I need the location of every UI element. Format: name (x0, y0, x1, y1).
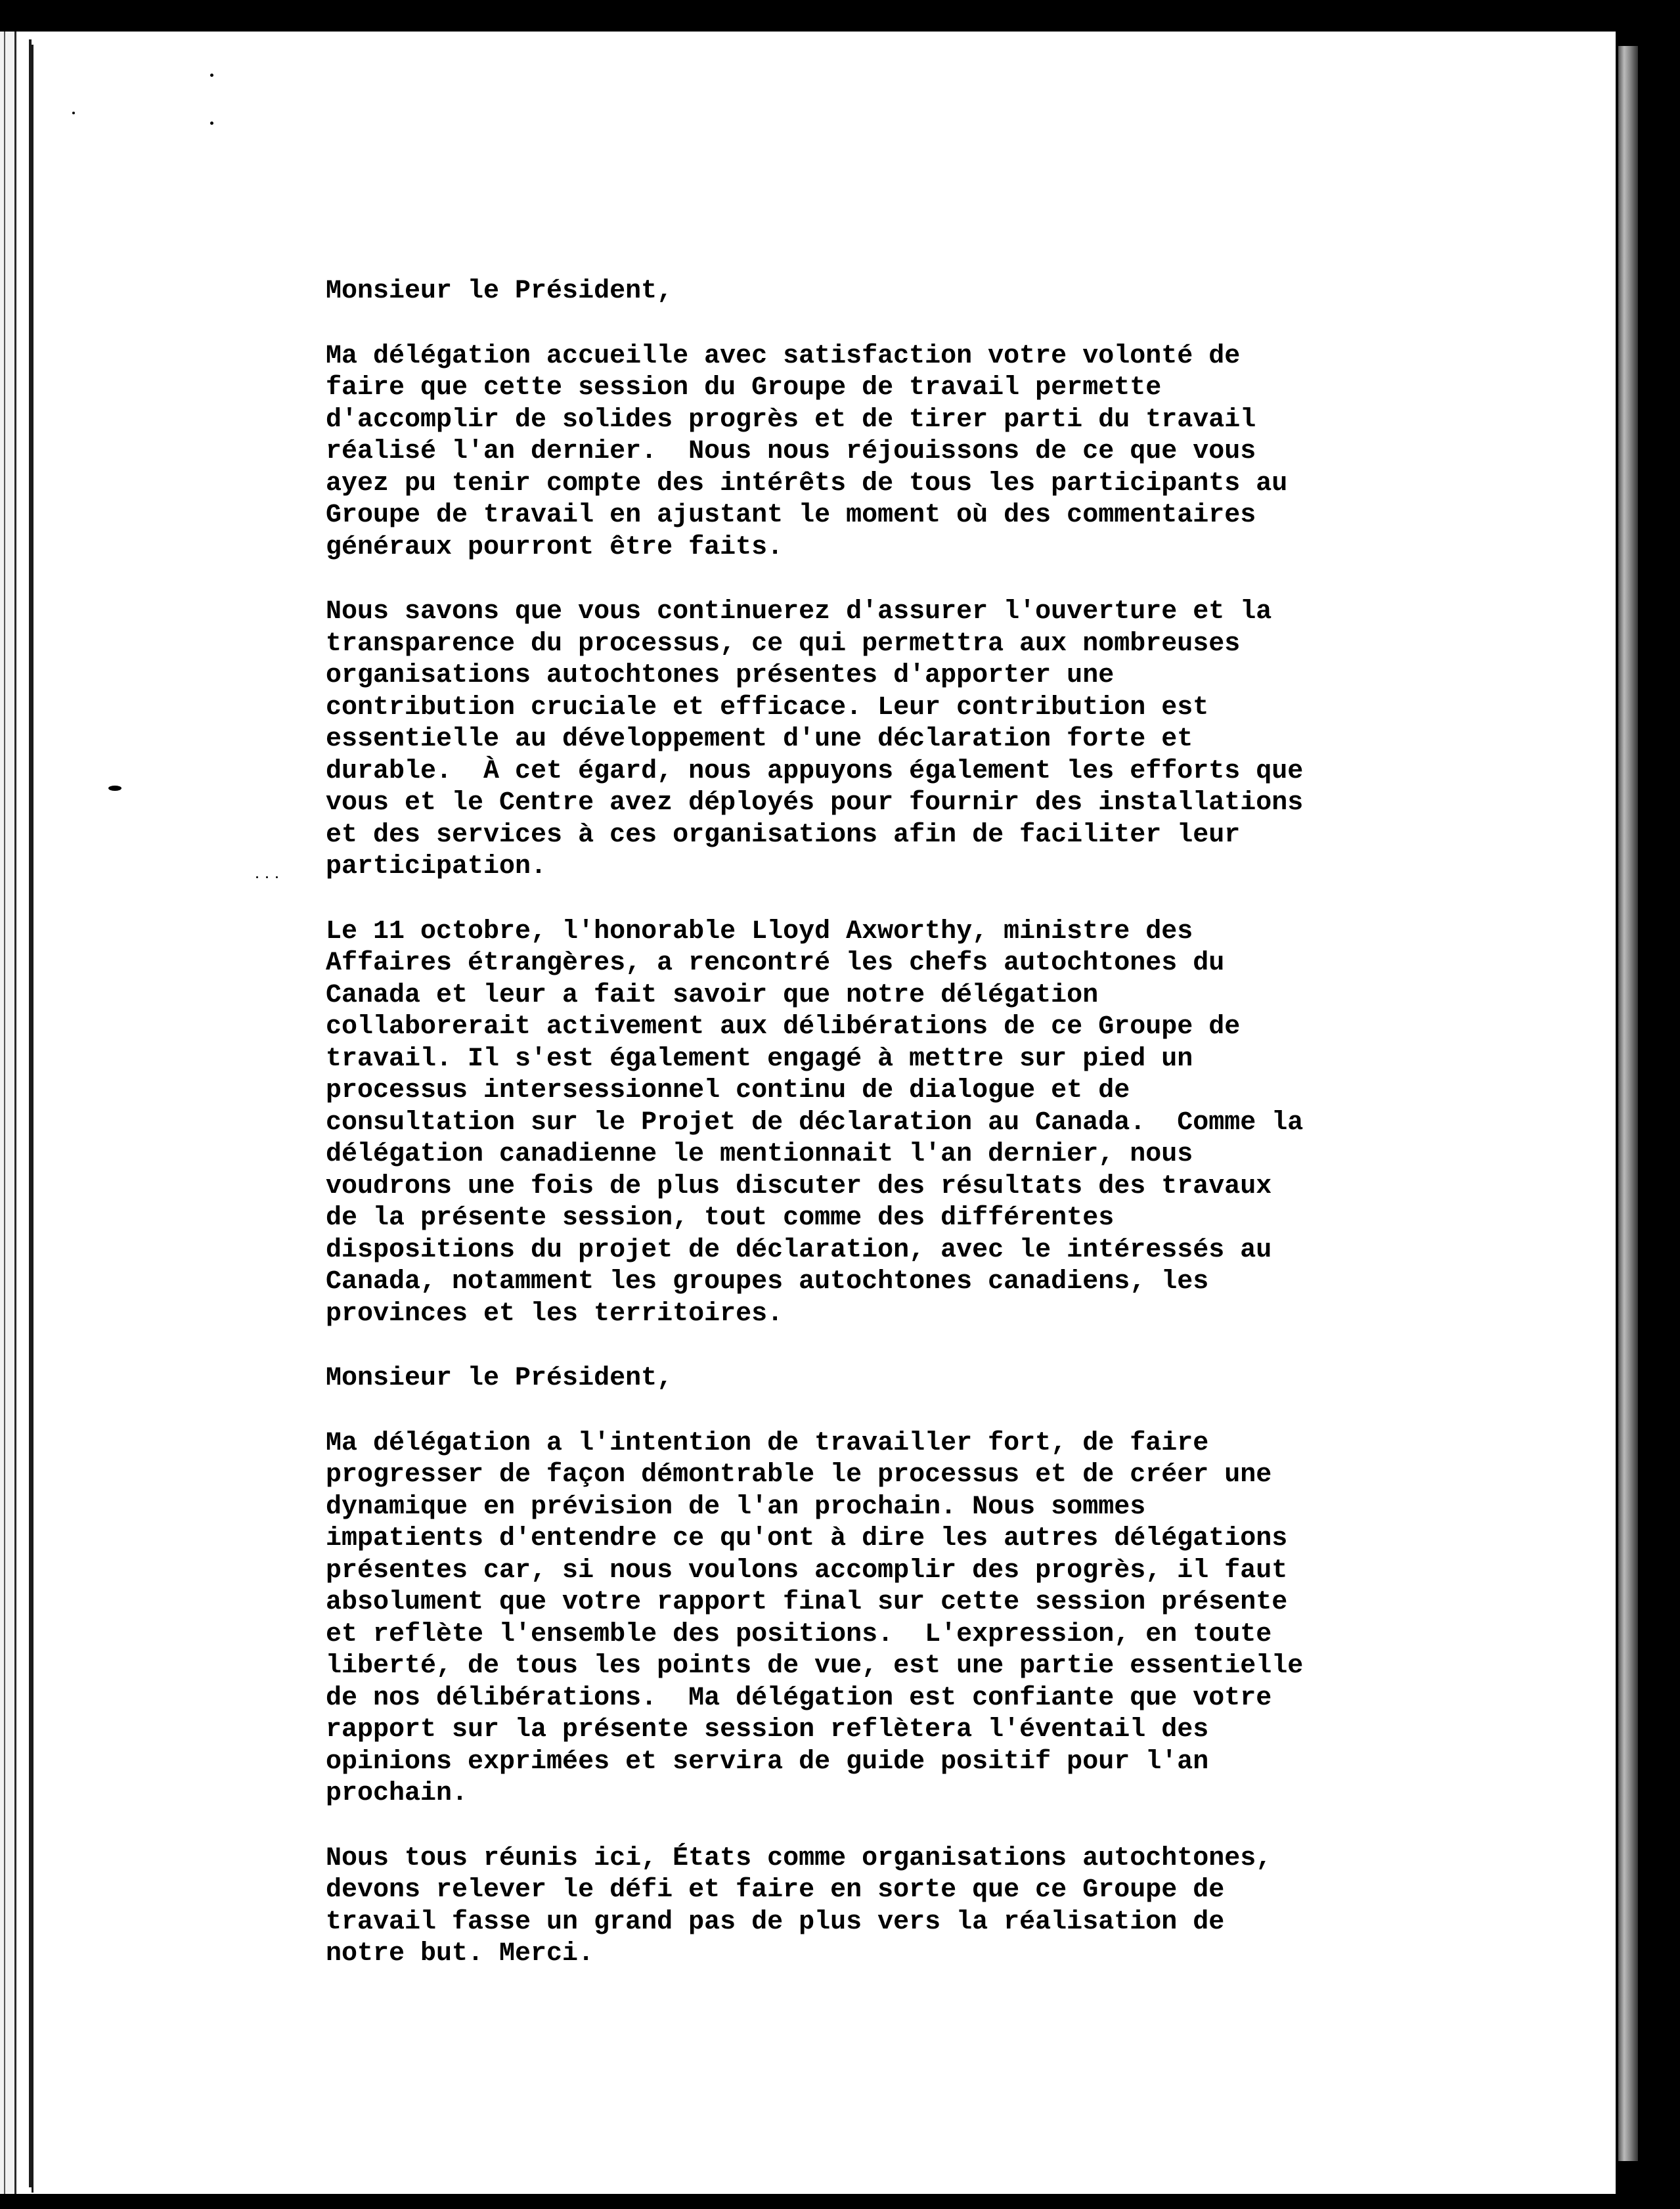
text-line: liberté, de tous les points de vue, est une partie essentielle (326, 1651, 1304, 1681)
scan-speck (210, 122, 213, 125)
text-line: rapport sur la présente session reflètera l'éventail des (326, 1715, 1209, 1745)
text-line: durable. À cet égard, nous appuyons également les efforts que (326, 756, 1304, 786)
text-line: Nous savons que vous continuerez d'assurer l'ouverture et la (326, 597, 1272, 627)
text-line: dynamique en prévision de l'an prochain. Nous sommes (326, 1492, 1146, 1522)
text-line: Monsieur le Président, (326, 277, 673, 306)
paragraph-5 (326, 1843, 1574, 1971)
paragraph-2 (326, 596, 1574, 883)
text-line: travail fasse un grand pas de plus vers la réalisation de (326, 1907, 1225, 1937)
text-line: progresser de façon démontrable le processus et de créer une (326, 1460, 1272, 1490)
scan-top-border (0, 0, 1680, 32)
text-line: collaborerait activement aux délibérations de ce Groupe de (326, 1012, 1241, 1042)
scan-margin-line (29, 39, 32, 2187)
text-line: Canada, notamment les groupes autochtones canadiens, les (326, 1267, 1209, 1297)
scan-speck (266, 876, 268, 878)
paragraph-4 (326, 1428, 1574, 1810)
scan-left-border (0, 32, 16, 2194)
text-line: Affaires étrangères, a rencontré les chefs autochtones du (326, 948, 1225, 978)
text-line: et reflète l'ensemble des positions. L'expression, en toute (326, 1619, 1272, 1649)
text-line: devons relever le défi et faire en sorte que ce Groupe de (326, 1875, 1225, 1905)
text-line: vous et le Centre avez déployés pour fournir des installations (326, 788, 1304, 818)
text-line: ayez pu tenir compte des intérêts de tous les participants au (326, 468, 1288, 499)
text-line: impatients d'entendre ce qu'ont à dire les autres délégations (326, 1524, 1288, 1553)
paragraph-3 (326, 916, 1574, 1331)
text-line: Ma délégation accueille avec satisfaction votre volonté de (326, 341, 1241, 371)
salutation (326, 276, 1574, 308)
text-line: essentielle au développement d'une déclaration forte et (326, 725, 1193, 754)
text-line: Canada et leur a fait savoir que notre délégation (326, 980, 1099, 1010)
scan-bottom-border (0, 2194, 1680, 2209)
salutation (326, 1363, 1574, 1395)
text-line: provinces et les territoires. (326, 1299, 784, 1329)
text-line: participation. (326, 852, 547, 881)
text-line: présentes car, si nous voulons accomplir des progrès, il faut (326, 1555, 1288, 1586)
text-line: Nous tous réunis ici, États comme organisations autochtones, (326, 1843, 1272, 1873)
text-line: processus intersessionnel continu de dialogue et de (326, 1076, 1130, 1105)
text-line: prochain. (326, 1779, 468, 1808)
paragraph-1 (326, 341, 1574, 564)
text-line: d'accomplir de solides progrès et de tirer parti du travail (326, 405, 1256, 435)
text-line: de la présente session, tout comme des différentes (326, 1203, 1115, 1233)
document-body (326, 276, 1574, 2003)
text-line: consultation sur le Projet de déclaration au Canada. Comme la (326, 1107, 1304, 1138)
text-line: organisations autochtones présentes d'apporter une (326, 661, 1115, 690)
scan-speck (108, 786, 122, 791)
scan-speck (72, 112, 75, 114)
text-line: contribution cruciale et efficace. Leur contribution est (326, 692, 1209, 723)
text-line: transparence du processus, ce qui permettra aux nombreuses (326, 629, 1241, 659)
text-line: Monsieur le Président, (326, 1364, 673, 1393)
text-line: délégation canadienne le mentionnait l'an dernier, nous (326, 1140, 1193, 1169)
text-line: opinions exprimées et servira de guide positif pour l'an (326, 1747, 1209, 1777)
text-line: de nos délibérations. Ma délégation est confiante que votre (326, 1683, 1272, 1713)
text-line: absolument que votre rapport final sur cette session présente (326, 1588, 1288, 1617)
text-line: voudrons une fois de plus discuter des résultats des travaux (326, 1171, 1272, 1201)
text-line: notre but. Merci. (326, 1939, 594, 1969)
scan-speck (256, 876, 258, 878)
scan-speck (276, 876, 278, 878)
scan-binding-edge (1618, 46, 1638, 2161)
text-line: travail. Il s'est également engagé à mettre sur pied un (326, 1044, 1193, 1074)
scan-speck (210, 74, 213, 77)
text-line: généraux pourront être faits. (326, 532, 784, 562)
text-line: Le 11 octobre, l'honorable Lloyd Axworthy, ministre des (326, 916, 1193, 947)
text-line: Groupe de travail en ajustant le moment où des commentaires (326, 501, 1256, 530)
text-line: et des services à ces organisations afin de faciliter leur (326, 820, 1241, 850)
text-line: faire que cette session du Groupe de travail permette (326, 373, 1162, 403)
text-line: réalisé l'an dernier. Nous nous réjouissons de ce que vous (326, 437, 1256, 466)
text-line: Ma délégation a l'intention de travailler fort, de faire (326, 1428, 1209, 1458)
text-line: dispositions du projet de déclaration, avec le intéressés au (326, 1235, 1272, 1265)
